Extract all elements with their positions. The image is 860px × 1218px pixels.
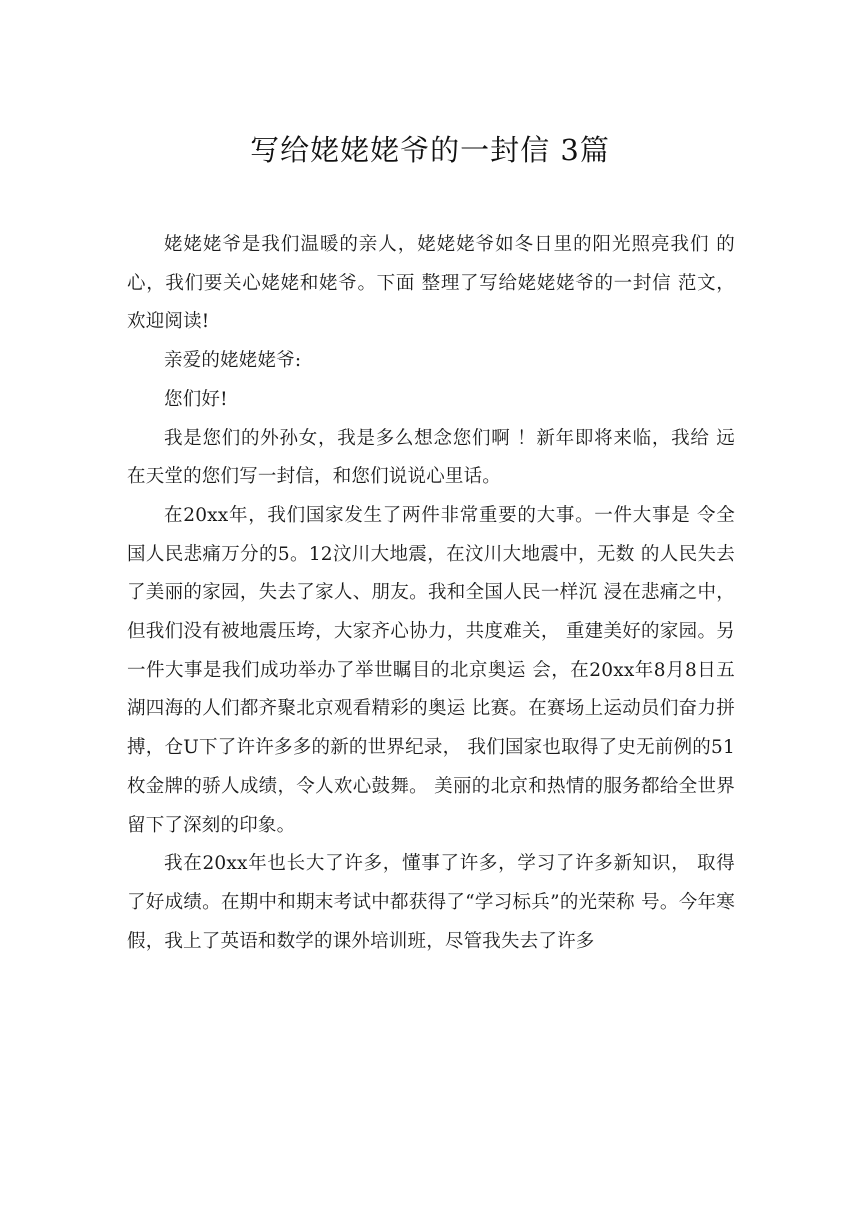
body-paragraph: 在20xx年，我们国家发生了两件非常重要的大事。一件大事是 令全国人民悲痛万分的5。12汶川大地震，在汶川大地震中，无数 的人民失去了美丽的家园，失去了家人、朋友。我和全国人民一样沉 浸在悲痛之中，但我们没有被地震压垮，大家齐心协力，共度难关， 重建美好的家园。另一件大事是我们成功举办了举世瞩目的北京奥运 会，在20xx年8月8日五湖四海的人们都齐聚北京观看精彩的奥运 比赛。在赛场上运动员们奋力拼搏，仓U下了许许多多的新的世界纪录， 我们国家也取得了史无前例的51枚金牌的骄人成绩，令人欢心鼓舞。 美丽的北京和热情的服务都给全世界留下了深刻的印象。 bbox=[127, 504, 735, 836]
document-title: 写给姥姥姥爷的一封信 3篇 bbox=[250, 133, 610, 167]
salutation: 亲爱的姥姥姥爷: bbox=[164, 350, 302, 372]
document-body bbox=[127, 226, 735, 961]
body-paragraph: 我是您们的外孙女，我是多么想念您们啊 ！新年即将来临，我给 远在天堂的您们写一封信，和您们说说心里话。 bbox=[127, 427, 735, 488]
intro-paragraph: 姥姥姥爷是我们温暖的亲人，姥姥姥爷如冬日里的阳光照亮我们 的心，我们要关心姥姥和姥爷。下面 整理了写给姥姥姥爷的一封信 范文，欢迎阅读! bbox=[127, 234, 735, 333]
greeting: 您们好! bbox=[164, 388, 228, 410]
body-paragraph: 我在20xx年也长大了许多，懂事了许多，学习了许多新知识， 取得了好成绩。在期中和期末考试中都获得了“学习标兵”的光荣称 号。今年寒假，我上了英语和数学的课外培训班，尽管我失去了许多 bbox=[127, 853, 735, 952]
